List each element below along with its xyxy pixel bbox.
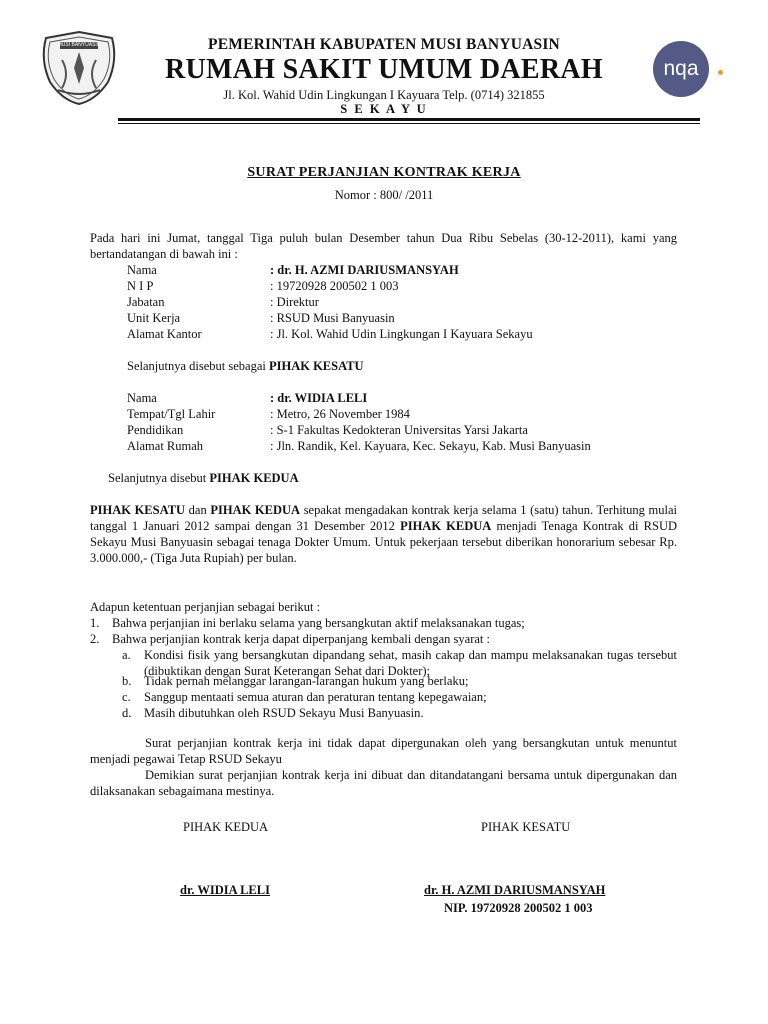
p2-value-birth: : Metro, 26 November 1984 bbox=[270, 407, 410, 421]
p1-value-position: : Direktur bbox=[270, 295, 319, 309]
subterm-letter: d. bbox=[122, 706, 132, 720]
p2-label-name: Nama bbox=[127, 391, 157, 405]
term-text: Bahwa perjanjian ini berlaku selama yang bersangkutan aktif melaksanakan tugas; bbox=[112, 616, 525, 630]
subterm-text: Sanggup mentaati semua aturan dan peraturan tentang kepegawaian; bbox=[144, 690, 487, 704]
signature-title-right: PIHAK KESATU bbox=[481, 820, 571, 834]
p2-value-education: : S-1 Fakultas Kedokteran Universitas Yarsi Jakarta bbox=[270, 423, 528, 437]
hospital-name: RUMAH SAKIT UMUM DAERAH bbox=[164, 54, 604, 85]
intro-paragraph: Pada hari ini Jumat, tanggal Tiga puluh bulan Desember tahun Dua Ribu Sebelas (30-12-2011), kami yang bertandatangan di bawah ini : bbox=[90, 231, 677, 261]
signature-name-right: dr. H. AZMI DARIUSMANSYAH bbox=[424, 883, 606, 897]
p1-value-nip: : 19720928 200502 1 003 bbox=[270, 279, 399, 293]
nqa-certification-logo: nqa bbox=[653, 41, 709, 97]
subterm-letter: b. bbox=[122, 674, 132, 688]
closing-paragraph-1: Surat perjanjian kontrak kerja ini tidak dapat dipergunakan oleh yang bersangkutan untuk menuntut menjadi pegawai Tetap RSUD Sekayu bbox=[90, 736, 677, 766]
agreement-paragraph: PIHAK KESATU dan PIHAK KEDUA sepakat mengadakan kontrak kerja selama 1 (satu) tahun. Terhitung mulai tanggal 1 Januari 2012 sampai dengan 31 Desember 2012 PIHAK KEDUA menjadi Tenaga Kontrak di RSUD Sekayu Musi Banyuasin sebagai tenaga Dokter Umum. Untuk pekerjaan tersebut diberikan honorarium sebesar Rp. 3.000.000,- (Tiga Juta Rupiah) per bulan. bbox=[90, 503, 677, 565]
letterhead-rule-thick bbox=[118, 118, 700, 121]
p1-label-position: Jabatan bbox=[127, 295, 165, 309]
signature-nip-right: NIP. 19720928 200502 1 003 bbox=[444, 901, 593, 915]
subterm-text: Kondisi fisik yang bersangkutan dipandang sehat, masih cakap dan mampu melaksanakan tugas tersebut (dibuktikan dengan Surat Keterangan Sehat dari Dokter); bbox=[144, 648, 677, 678]
p2-label-birth: Tempat/Tgl Lahir bbox=[127, 407, 216, 421]
term-number: 1. bbox=[90, 616, 100, 630]
party1-reference: Selanjutnya disebut sebagai PIHAK KESATU bbox=[127, 359, 364, 373]
subterm-letter: a. bbox=[122, 648, 131, 662]
p2-value-home-address: : Jln. Randik, Kel. Kayuara, Kec. Sekayu, Kab. Musi Banyuasin bbox=[270, 439, 591, 453]
hospital-city: S E K A Y U bbox=[340, 102, 428, 116]
subterm-text: Tidak pernah melanggar larangan-larangan hukum yang berlaku; bbox=[144, 674, 469, 688]
nqa-logo-dot bbox=[718, 70, 723, 75]
p1-value-unit: : RSUD Musi Banyuasin bbox=[270, 311, 395, 325]
term-number: 2. bbox=[90, 632, 100, 646]
p1-label-unit: Unit Kerja bbox=[127, 311, 181, 325]
p1-label-name: Nama bbox=[127, 263, 157, 277]
document-number: Nomor : 800/ /2011 bbox=[334, 188, 434, 202]
document-title: SURAT PERJANJIAN KONTRAK KERJA bbox=[247, 165, 521, 180]
p2-label-education: Pendidikan bbox=[127, 423, 184, 437]
term-text: Bahwa perjanjian kontrak kerja dapat diperpanjang kembali dengan syarat : bbox=[112, 632, 490, 646]
p1-label-nip: N I P bbox=[127, 279, 154, 293]
signature-title-left: PIHAK KEDUA bbox=[183, 820, 269, 834]
p2-value-name: : dr. WIDIA LELI bbox=[270, 391, 368, 405]
p1-value-office-address: : Jl. Kol. Wahid Udin Lingkungan I Kayuara Sekayu bbox=[270, 327, 533, 341]
government-name: PEMERINTAH KABUPATEN MUSI BANYUASIN bbox=[208, 36, 560, 53]
letterhead-rule-thin bbox=[118, 123, 700, 124]
p1-label-office-address: Alamat Kantor bbox=[127, 327, 202, 341]
emblem-text: MUSI BANYUASIN bbox=[57, 42, 101, 48]
signature-name-left: dr. WIDIA LELI bbox=[180, 883, 270, 897]
terms-intro: Adapun ketentuan perjanjian sebagai berikut : bbox=[90, 600, 321, 614]
hospital-address: Jl. Kol. Wahid Udin Lingkungan I Kayuara Telp. (0714) 321855 bbox=[223, 88, 545, 102]
subterm-text: Masih dibutuhkan oleh RSUD Sekayu Musi Banyuasin. bbox=[144, 706, 424, 720]
subterm-letter: c. bbox=[122, 690, 131, 704]
party2-reference: Selanjutnya disebut PIHAK KEDUA bbox=[108, 471, 299, 485]
closing-paragraph-2: Demikian surat perjanjian kontrak kerja ini dibuat dan ditandatangani bersama untuk dipergunakan dan dilaksanakan sebagaimana mestinya. bbox=[90, 768, 677, 798]
p1-value-name: : dr. H. AZMI DARIUSMANSYAH bbox=[270, 263, 459, 277]
p2-label-home-address: Alamat Rumah bbox=[127, 439, 204, 453]
